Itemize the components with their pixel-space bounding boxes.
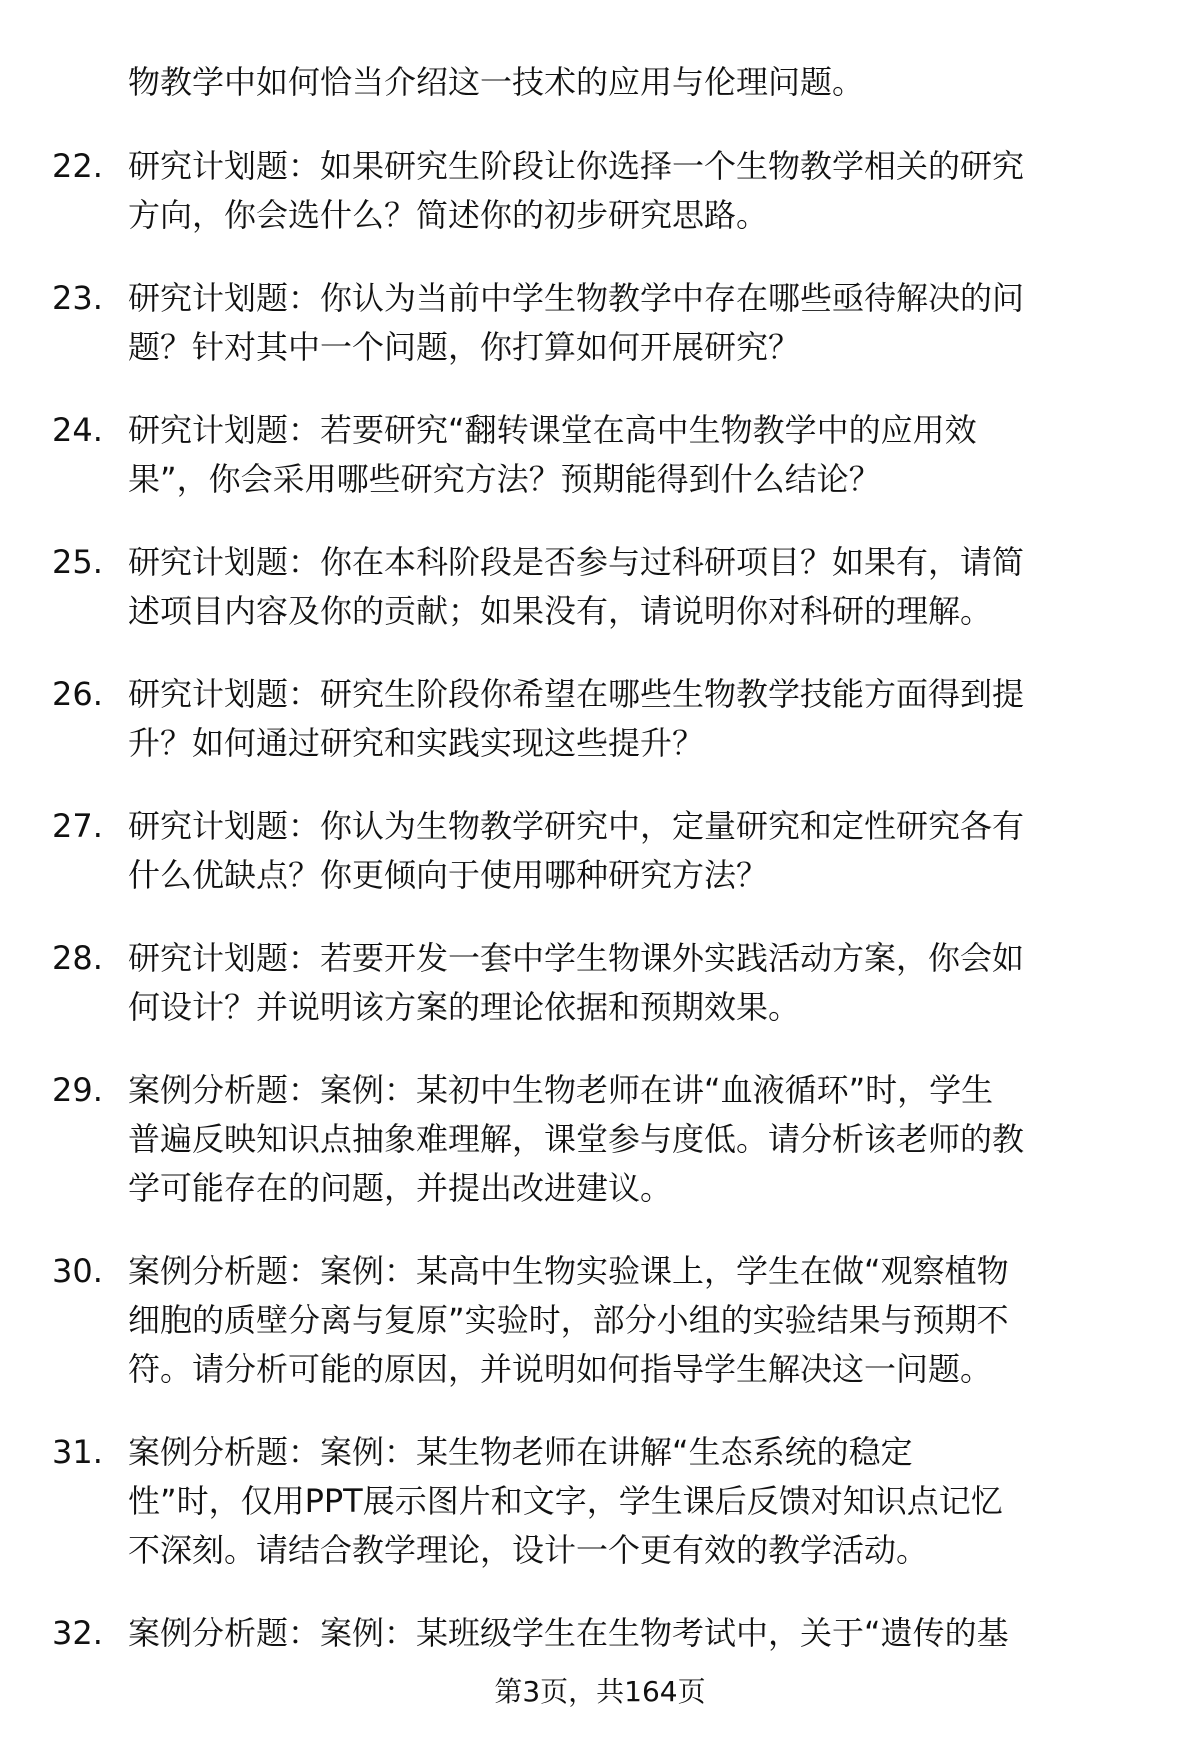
question-text-line: 研究计划题：你在本科阶段是否参与过科研项目？如果有，请简 xyxy=(128,543,1025,581)
question-number: 28. xyxy=(52,939,103,977)
question-text-line: 案例分析题：案例：某班级学生在生物考试中，关于“遗传的基 xyxy=(128,1614,1009,1652)
question-text-line: 题？针对其中一个问题，你打算如何开展研究？ xyxy=(128,328,801,366)
question-item xyxy=(0,1066,1200,1213)
question-text-line: 不深刻。请结合教学理论，设计一个更有效的教学活动。 xyxy=(128,1531,929,1569)
question-item xyxy=(0,670,1200,768)
question-item xyxy=(0,1428,1200,1575)
question-number: 26. xyxy=(52,675,103,713)
question-list xyxy=(0,58,1200,1692)
question-item xyxy=(0,934,1200,1032)
question-text-line: 案例分析题：案例：某初中生物老师在讲“血液循环”时，学生 xyxy=(128,1071,994,1109)
question-text-line: 升？如何通过研究和实践实现这些提升？ xyxy=(128,724,705,762)
question-number: 29. xyxy=(52,1071,103,1109)
question-item xyxy=(0,1609,1200,1658)
question-item xyxy=(0,1247,1200,1394)
question-number: 32. xyxy=(52,1614,103,1652)
question-number: 23. xyxy=(52,279,103,317)
question-item xyxy=(0,142,1200,240)
question-number: 30. xyxy=(52,1252,103,1290)
page-number: 第3页，共164页 xyxy=(494,1675,706,1708)
question-number: 25. xyxy=(52,543,103,581)
question-text-line: 述项目内容及你的贡献；如果没有，请说明你对科研的理解。 xyxy=(128,592,993,630)
question-text-line: 研究计划题：若要研究“翻转课堂在高中生物教学中的应用效 xyxy=(128,411,977,449)
question-text-line: 符。请分析可能的原因，并说明如何指导学生解决这一问题。 xyxy=(128,1350,993,1388)
question-text-line: 研究计划题：你认为生物教学研究中，定量研究和定性研究各有 xyxy=(128,807,1025,845)
question-text-line: 研究计划题：研究生阶段你希望在哪些生物教学技能方面得到提 xyxy=(128,675,1025,713)
question-text-line: 普遍反映知识点抽象难理解，课堂参与度低。请分析该老师的教 xyxy=(128,1120,1025,1158)
question-number: 31. xyxy=(52,1433,103,1471)
question-text-line: 物教学中如何恰当介绍这一技术的应用与伦理问题。 xyxy=(128,63,865,101)
question-item xyxy=(0,406,1200,504)
question-item xyxy=(0,802,1200,900)
question-text-line: 方向，你会选什么？简述你的初步研究思路。 xyxy=(128,196,769,234)
question-item xyxy=(0,274,1200,372)
question-text-line: 何设计？并说明该方案的理论依据和预期效果。 xyxy=(128,988,801,1026)
question-text-line: 学可能存在的问题，并提出改进建议。 xyxy=(128,1169,673,1207)
question-text-line: 细胞的质壁分离与复原”实验时，部分小组的实验结果与预期不 xyxy=(128,1301,1009,1339)
question-text-line: 研究计划题：如果研究生阶段让你选择一个生物教学相关的研究 xyxy=(128,147,1025,185)
question-number: 22. xyxy=(52,147,103,185)
question-item xyxy=(0,58,1200,107)
question-text-line: 研究计划题：若要开发一套中学生物课外实践活动方案，你会如 xyxy=(128,939,1025,977)
question-text-line: 性”时，仅用PPT展示图片和文字，学生课后反馈对知识点记忆 xyxy=(128,1482,1003,1520)
question-number: 27. xyxy=(52,807,103,845)
question-text-line: 果”，你会采用哪些研究方法？预期能得到什么结论？ xyxy=(128,460,881,498)
question-item xyxy=(0,538,1200,636)
question-number: 24. xyxy=(52,411,103,449)
question-text-line: 案例分析题：案例：某生物老师在讲解“生态系统的稳定 xyxy=(128,1433,913,1471)
question-text-line: 案例分析题：案例：某高中生物实验课上，学生在做“观察植物 xyxy=(128,1252,1009,1290)
question-text-line: 研究计划题：你认为当前中学生物教学中存在哪些亟待解决的问 xyxy=(128,279,1025,317)
question-text-line: 什么优缺点？你更倾向于使用哪种研究方法？ xyxy=(128,856,769,894)
